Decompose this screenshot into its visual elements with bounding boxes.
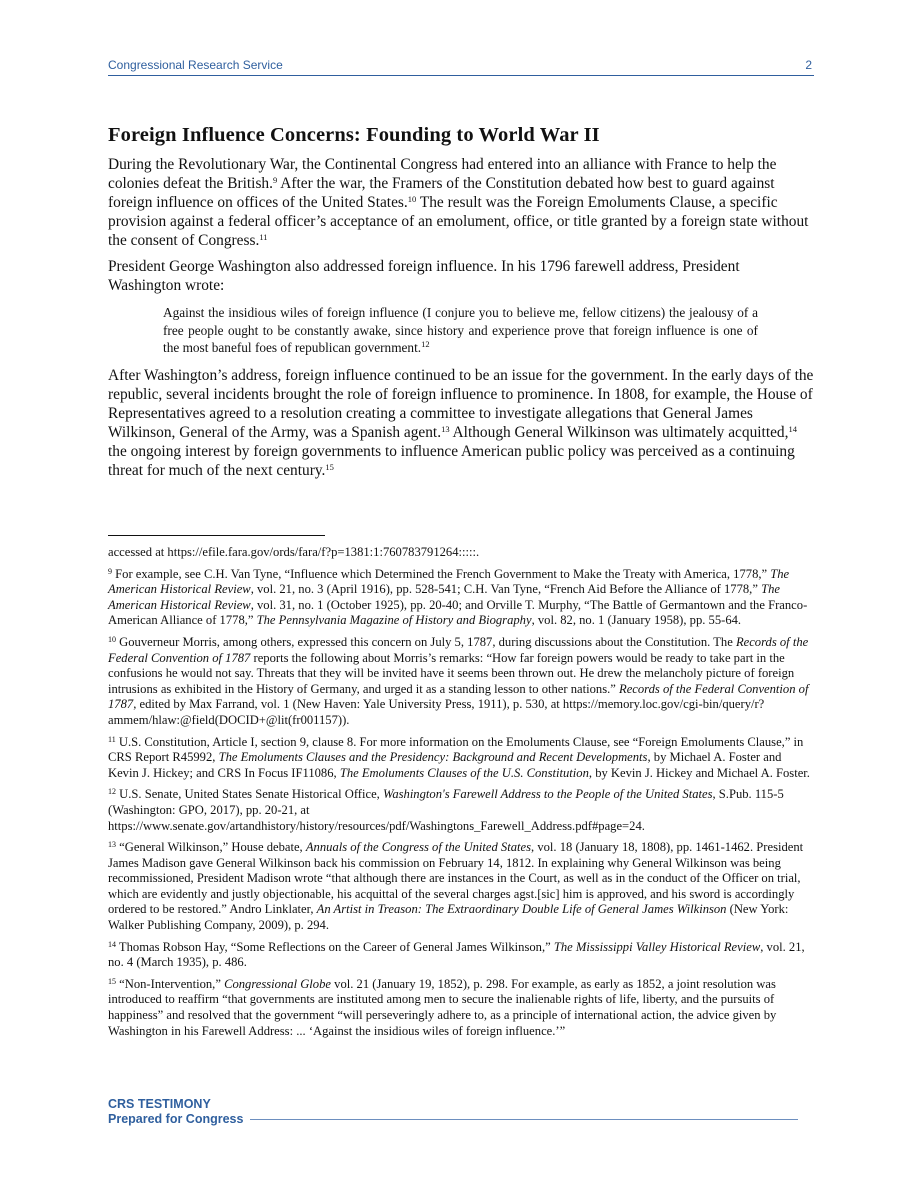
citation-title: Records of the Federal Convention of 1787	[108, 634, 809, 665]
paragraph-1	[108, 155, 814, 250]
footnote-12	[108, 787, 814, 834]
text-run: , vol. 18 (January 18, 1808), pp. 1461-1462. President James Madison gave General Wilkinson back his commission on February 14, 1812. In explaining why General Wilkinson was being recommissioned, President Madison wrote “that although there are instances in the Court, as well as in the conduct of the Officer on trial, which are evidently and justly objectionable, his acquittal of the several charges agst.[sic] him is approved, and his sword is accordingly ordered to be restored.” Andro Linklater,	[108, 840, 804, 917]
quote-text: Against the insidious wiles of foreign influence (I conjure you to believe me, fellow citizens) the jealousy of a free people ought to be constantly awake, since history and experience prove that foreign influence is one of the most baneful foes of republican government.	[163, 305, 758, 355]
citation-title: The Mississippi Valley Historical Review	[553, 939, 761, 954]
paragraph-2: President George Washington also addressed foreign influence. In his 1796 farewell address, President Washington wrote:	[108, 258, 740, 294]
footnote-15	[108, 977, 814, 1039]
text-run: the ongoing interest by foreign governments to influence American public policy was perceived as a continuing threat for much of the next century.	[108, 442, 795, 479]
footnote-ref-14[interactable]: 14	[788, 423, 797, 434]
footnote-number: 12	[108, 787, 116, 797]
text-run: “General Wilkinson,” House debate,	[116, 840, 306, 855]
footnote-number: 9	[108, 566, 112, 576]
header-page-number: 2	[805, 58, 812, 72]
page-footer	[108, 1097, 798, 1127]
footnote-ref-13[interactable]: 13	[441, 423, 450, 434]
page-header	[108, 58, 814, 76]
footnote-ref-12[interactable]: 12	[421, 339, 430, 349]
citation-title: Records of the Federal Convention of 1787	[108, 681, 809, 712]
text-run: U.S. Constitution, Article I, section 9, clause 8. For more information on the Emoluments Clause, see “Foreign Emoluments Clause,” in CRS Report R45992,	[108, 734, 804, 765]
text-run: , by Kevin J. Hickey and Michael A. Foster.	[588, 765, 810, 780]
footnote-10	[108, 635, 814, 729]
text-run: , vol. 31, no. 1 (October 1925), pp. 20-40; and Orville T. Murphy, “The Battle of Germantown and the Franco-American Alliance of 1778,”	[108, 597, 808, 628]
citation-title: The Pennsylvania Magazine of History and Biography	[256, 613, 532, 628]
section-heading: Foreign Influence Concerns: Founding to World War II	[108, 124, 600, 146]
text-run: vol. 21 (January 19, 1852), p. 298. For example, as early as 1852, a joint resolution was introduced to reaffirm “that governments are instituted among men to secure the inalienable rights of life, liberty, and the pursuits of happiness” and resolved that the government “will perseveringly adhere to, as a principle of international action, the advice given by Washington in his Farewell Address: ... ‘Against the insidious wiles of foreign influence.’”	[108, 976, 777, 1038]
footnote-continuation: accessed at https://efile.fara.gov/ords/fara/f?p=1381:1:760783791264:::::.	[108, 545, 480, 559]
footnote-number: 10	[108, 634, 116, 644]
citation-title: Congressional Globe	[224, 976, 331, 991]
footnote-ref-11[interactable]: 11	[259, 232, 268, 242]
citation-title: An Artist in Treason: The Extraordinary Double Life of General James Wilkinson	[316, 902, 727, 917]
text-run: “Non-Intervention,”	[116, 976, 225, 991]
footnote-number: 15	[108, 976, 116, 986]
citation-title: The American Historical Review	[108, 582, 780, 612]
footnote-9	[108, 567, 814, 629]
text-run: The result was the Foreign Emoluments Clause, a specific provision against a federal officer’s acceptance of an emolument, office, or title granted by a foreign state without the consent of Congress.	[108, 194, 809, 249]
citation-title: The Emoluments Clauses and the Presidency: Background and Recent Developments	[218, 750, 648, 765]
text-run: Gouverneur Morris, among others, expressed this concern on July 5, 1787, during discussions about the Constitution. The	[116, 634, 736, 649]
text-run: U.S. Senate, United States Senate Historical Office,	[116, 787, 383, 802]
header-agency-name: Congressional Research Service	[108, 58, 283, 72]
text-run: , by Michael A. Foster and Kevin J. Hickey; and CRS In Focus IF11086,	[108, 750, 782, 780]
text-run: , vol. 21, no. 3 (April 1916), pp. 528-541; C.H. Van Tyne, “French Aid Before the Alliance of 1778,”	[250, 582, 762, 597]
text-run: After Washington’s address, foreign influence continued to be an issue for the government. In the early days of the republic, several incidents brought the role of foreign influence to prominence. In 1808, for example, the House of Representatives agreed to a resolution creating a committee to investigate allegations that General James Wilkinson, General of the Army, was a Spanish agent.	[108, 366, 814, 441]
text-run: , S.Pub. 115-5 (Washington: GPO, 2017), pp. 20-21, at https://www.senate.gov/artandhistory/history/resources/pdf/Washingtons_Farewell_Address.pdf#page=24.	[108, 787, 784, 833]
text-run: Thomas Robson Hay, “Some Reflections on the Career of General James Wilkinson,”	[116, 939, 554, 954]
text-run: During the Revolutionary War, the Continental Congress had entered into an alliance with France to help the colonies defeat the British.	[108, 156, 777, 192]
footnote-13	[108, 840, 814, 934]
text-run: , edited by Max Farrand, vol. 1 (New Haven: Yale University Press, 1911), p. 530, at https://memory.loc.gov/cgi-bin/query/r?ammem/hlaw:@field(DOCID+@lit(fr001157)).	[108, 697, 765, 727]
footnote-number: 11	[108, 734, 116, 744]
text-run: , vol. 21, no. 4 (March 1935), p. 486.	[108, 939, 805, 970]
footnote-14	[108, 940, 814, 971]
text-run: reports the following about Morris’s remarks: “How far foreign powers would be ready to take part in the confusions he would not say. Threats that they will be invited have it seems been thrown out. He drew the melancholy picture of foreign intrusions as exhibited in the History of Germany, and urged it as a standing lesson to other nations.”	[108, 650, 795, 696]
footnote-number: 13	[108, 840, 116, 850]
farewell-address-quote	[163, 304, 758, 357]
footnote-number: 14	[108, 939, 116, 949]
citation-title: Annuals of the Congress of the United States	[305, 840, 532, 855]
footer-subtitle: Prepared for Congress	[108, 1112, 244, 1126]
citation-title: The Emoluments Clauses of the U.S. Constitution	[339, 765, 589, 780]
footer-rule	[250, 1119, 798, 1120]
footnotes-section	[108, 545, 814, 1045]
footnote-ref-15[interactable]: 15	[325, 461, 334, 472]
footnote-ref-9[interactable]: 9	[272, 175, 278, 185]
text-run: , vol. 82, no. 1 (January 1958), pp. 55-64.	[531, 613, 742, 628]
footer-title: CRS TESTIMONY	[108, 1097, 211, 1111]
text-run: (New York: Walker Publishing Company, 2009), p. 294.	[108, 902, 789, 933]
citation-title: The American Historical Review	[108, 566, 790, 597]
text-run: For example, see C.H. Van Tyne, “Influence which Determined the French Government to Make the Treaty with America, 1778,”	[112, 566, 771, 581]
main-content	[108, 124, 814, 487]
footnote-11	[108, 735, 814, 782]
footnote-divider	[108, 535, 325, 536]
footnote-ref-10[interactable]: 10	[407, 194, 417, 204]
text-run: After the war, the Framers of the Constitution debated how best to guard against foreign influence on offices of the United States.	[108, 175, 775, 211]
citation-title: Washington's Farewell Address to the People of the United States	[382, 787, 713, 802]
text-run: Although General Wilkinson was ultimately acquitted,	[449, 423, 789, 441]
paragraph-3	[108, 366, 814, 480]
